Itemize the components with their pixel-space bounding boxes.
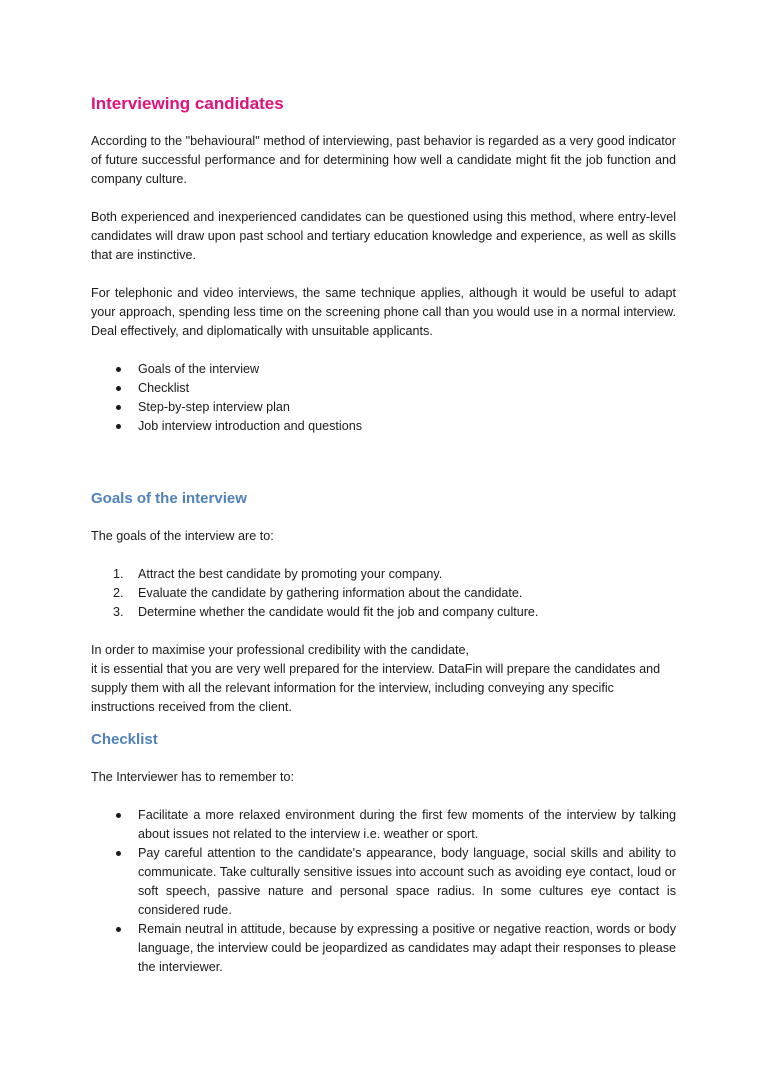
list-item: Facilitate a more relaxed environment during the first few moments of the interview by talking about issues not related to the interview i.e. weather or sport. [91, 806, 676, 844]
intro-paragraph-3: For telephonic and video interviews, the same technique applies, although it would be useful to adapt your approach, spending less time on the screening phone call than you would use in a normal interview. Deal effectively, and diplomatically with unsuitable applicants. [91, 286, 676, 338]
bullet-icon [116, 927, 121, 932]
bullet-icon [116, 386, 121, 391]
list-item: Pay careful attention to the candidate's appearance, body language, social skills and ability to communicate. Take culturally sensitive issues into account such as avoiding eye contact, loud or soft speech, passive nature and personal space radius. In some cultures eye contact is considered rude. [91, 844, 676, 920]
list-item: 3. Determine whether the candidate would fit the job and company culture. [113, 605, 539, 619]
bullet-icon [116, 813, 121, 818]
list-item: Job interview introduction and questions [91, 417, 676, 436]
page-title: Interviewing candidates [91, 94, 284, 113]
list-item: Remain neutral in attitude, because by expressing a positive or negative reaction, words or body language, the interview could be jeopardized as candidates may adapt their responses to please the interviewer. [91, 920, 676, 977]
goals-heading: Goals of the interview [91, 490, 247, 507]
bullet-icon [116, 851, 121, 856]
goals-list [91, 565, 676, 622]
goals-closing-paragraph: it is essential that you are very well prepared for the interview. DataFin will prepare the candidates and supply them with all the relevant information for the interview, including conveying any specific instructions received from the client. [91, 662, 661, 714]
list-item: Step-by-step interview plan [91, 398, 676, 417]
checklist-heading: Checklist [91, 731, 158, 748]
list-item: Goals of the interview [91, 360, 676, 379]
intro-paragraph-2: Both experienced and inexperienced candidates can be questioned using this method, where entry-level candidates will draw upon past school and tertiary education knowledge and experience, as well as skills that are instinctive. [91, 210, 676, 262]
goals-lead: The goals of the interview are to: [91, 529, 274, 543]
intro-paragraph-1: According to the "behavioural" method of interviewing, past behavior is regarded as a very good indicator of future successful performance and for determining how well a candidate might fit the job function and company culture. [91, 134, 676, 186]
bullet-icon [116, 424, 121, 429]
bullet-icon [116, 367, 121, 372]
goals-closing-line-1: In order to maximise your professional credibility with the candidate, [91, 643, 469, 657]
list-item: Checklist [91, 379, 676, 398]
checklist-lead: The Interviewer has to remember to: [91, 770, 294, 784]
list-item: 2. Evaluate the candidate by gathering information about the candidate. [113, 586, 523, 600]
document-page [91, 92, 676, 977]
checklist-list [91, 806, 676, 977]
list-item: 1. Attract the best candidate by promoting your company. [113, 567, 443, 581]
toc-list [91, 360, 676, 436]
bullet-icon [116, 405, 121, 410]
